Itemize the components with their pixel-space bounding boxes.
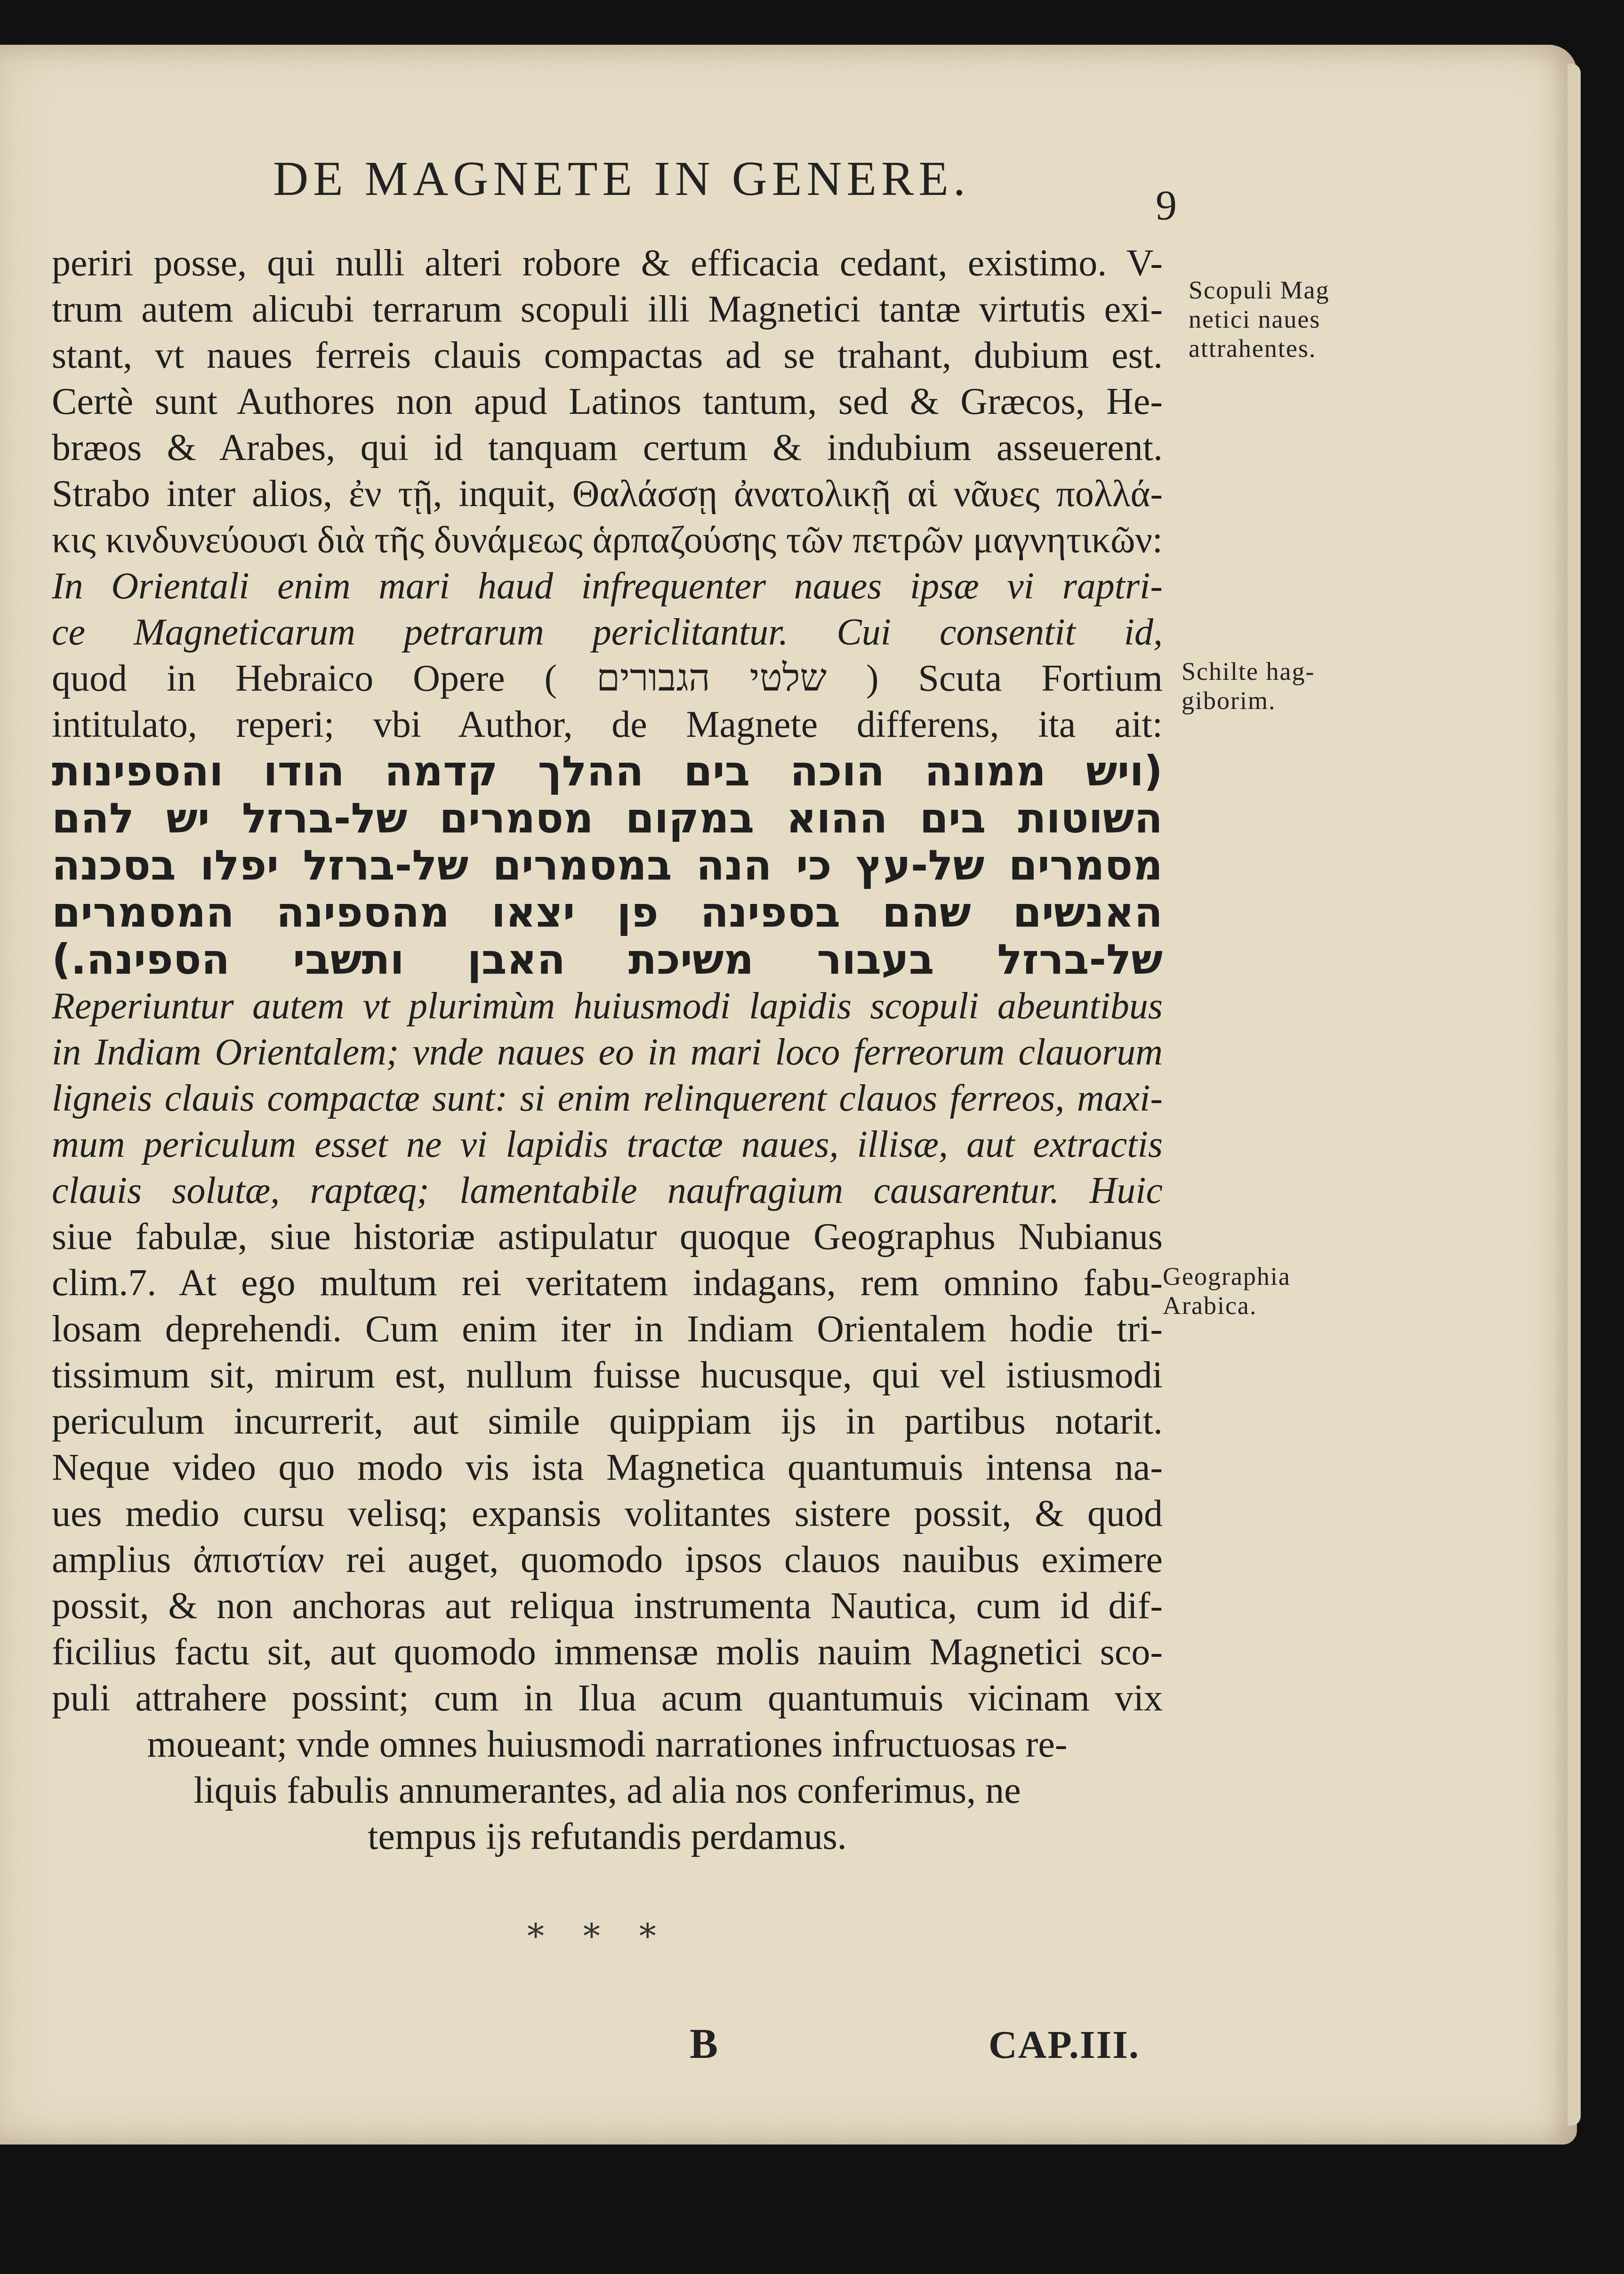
text-line: clim.7. At ego multum rei veritatem indagans, rem omnino fabu- xyxy=(52,1262,1163,1304)
page-number: 9 xyxy=(1156,182,1177,229)
text-line: trum autem alicubi terrarum scopuli illi Magnetici tantæ virtutis exi- xyxy=(52,289,1163,330)
margin-note-line: Geographia xyxy=(1163,1262,1291,1290)
margin-note-line: netici naues xyxy=(1189,305,1321,333)
text-line: intitulato, reperi; vbi Author, de Magnete differens, ita ait: xyxy=(52,704,1163,745)
margin-note-scopuli xyxy=(1189,275,1330,363)
text-line: mum periculum esset ne vi lapidis tractæ naues, illisæ, aut extractis xyxy=(52,1124,1163,1165)
catchword: CAP.III. xyxy=(989,2023,1140,2067)
text-line: stant, vt naues ferreis clauis compactas ad se trahant, dubium est. xyxy=(52,335,1163,376)
hebrew-line: השוטות בים ההוא במקום מסמרים של-ברזל יש להם xyxy=(52,795,1163,842)
text-line: ligneis clauis compactæ sunt: si enim relinquerent clauos ferreos, maxi- xyxy=(52,1078,1163,1119)
hebrew-line: (ויש ממונה הוכה בים ההלך קדמה הודו והספינות xyxy=(52,748,1163,795)
margin-note-line: Schilte hag- xyxy=(1182,657,1315,685)
text-line: periculum incurrerit, aut simile quippiam ijs in partibus notarit. xyxy=(52,1401,1163,1442)
text-line: clauis solutæ, raptæq; lamentabile naufragium causarentur. Huic xyxy=(52,1170,1163,1211)
text-line: ues medio cursu velisq; expansis volitantes sistere possit, & quod xyxy=(52,1493,1163,1534)
hebrew-line: האנשים שהם בספינה פן יצאו מהספינה המסמרים xyxy=(52,889,1163,936)
text-line: ce Magneticarum petrarum periclitantur. Cui consentit id, xyxy=(52,612,1163,653)
text-line: possit, & non anchoras aut reliqua instrumenta Nautica, cum id dif- xyxy=(52,1585,1163,1627)
text-line: liquis fabulis annumerantes, ad alia nos conferimus, ne xyxy=(193,1770,1021,1811)
text-line: Neque video quo modo vis ista Magnetica quantumuis intensa na- xyxy=(52,1447,1163,1488)
hebrew-line: מסמרים של-עץ כי הנה במסמרים של-ברזל יפלו בסכנה xyxy=(52,842,1163,889)
text-line: quod in Hebraico Opere ( שלטי הגבורים ) Scuta Fortium xyxy=(52,658,1163,699)
margin-note-line: Scopuli Mag xyxy=(1189,276,1330,304)
text-line: ficilius factu sit, aut quomodo immensæ molis nauim Magnetici sco- xyxy=(52,1631,1163,1673)
hebrew-line: של-ברזל בעבור משיכת האבן ותשבי הספינה.) xyxy=(52,936,1163,983)
text-line: periri posse, qui nulli alteri robore & efficacia cedant, existimo. V- xyxy=(52,242,1163,284)
text-line: tempus ijs refutandis perdamus. xyxy=(368,1816,847,1857)
margin-note-line: attrahentes. xyxy=(1189,334,1317,363)
text-line: in Indiam Orientalem; vnde naues eo in mari loco ferreorum clauorum xyxy=(52,1032,1163,1073)
text-line: Certè sunt Authores non apud Latinos tantum, sed & Græcos, He- xyxy=(52,381,1163,422)
text-line: losam deprehendi. Cum enim iter in Indiam Orientalem hodie tri- xyxy=(52,1308,1163,1350)
asterism-ornament: * * * xyxy=(527,1916,670,1956)
text-line: amplius ἀπιστίαν rei auget, quomodo ipsos clauos nauibus eximere xyxy=(52,1539,1163,1581)
text-line: siue fabulæ, siue historiæ astipulatur quoque Geographus Nubianus xyxy=(52,1216,1163,1258)
signature-mark: B xyxy=(690,2021,718,2067)
book-page xyxy=(0,45,1577,2145)
text-line: κις κινδυνεύουσι διὰ τῆς δυνάμεως ἁρπαζούσης τῶν πετρῶν μαγνητικῶν: xyxy=(52,519,1163,561)
running-header: DE MAGNETE IN GENERE. xyxy=(273,152,970,206)
margin-note-line: giborim. xyxy=(1182,686,1276,715)
margin-note-schilte xyxy=(1182,657,1315,715)
text-line: moueant; vnde omnes huiusmodi narrationes infructuosas re- xyxy=(147,1724,1068,1765)
text-line: tissimum sit, mirum est, nullum fuisse hucusque, qui vel istiusmodi xyxy=(52,1355,1163,1396)
text-line: In Orientali enim mari haud infrequenter naues ipsæ vi raptri- xyxy=(52,565,1163,607)
margin-note-line: Arabica. xyxy=(1163,1291,1257,1320)
text-line: Reperiuntur autem vt plurimùm huiusmodi lapidis scopuli abeuntibus xyxy=(52,985,1163,1027)
body-text xyxy=(52,240,1163,1860)
text-line: puli attrahere possint; cum in Ilua acum quantumuis vicinam vix xyxy=(52,1677,1163,1719)
page-edge xyxy=(1568,64,1581,2126)
text-line: bræos & Arabes, qui id tanquam certum & indubium asseuerent. xyxy=(52,427,1163,468)
text-line: Strabo inter alios, ἐν τῇ, inquit, Θαλάσσῃ ἀνατολικῇ αἱ νᾶυες πολλά- xyxy=(52,473,1163,515)
margin-note-geographia xyxy=(1163,1262,1291,1320)
